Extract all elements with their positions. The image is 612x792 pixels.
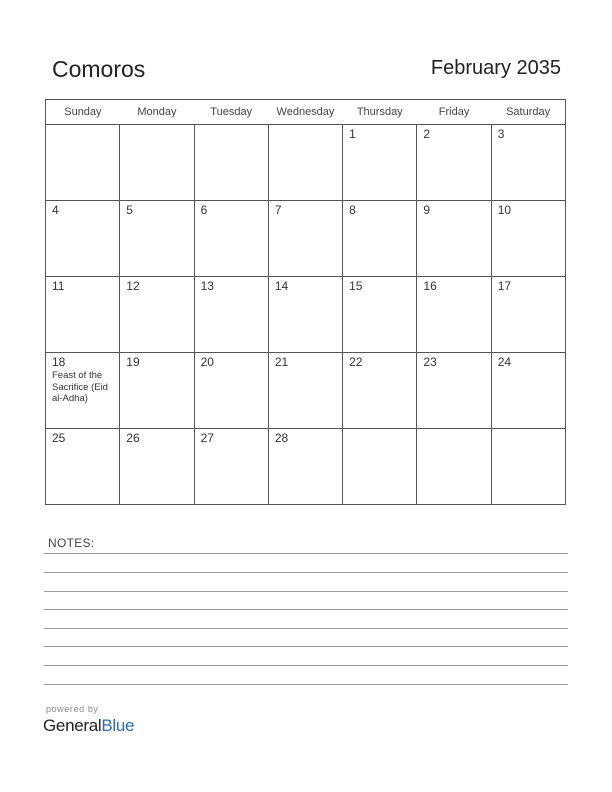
day-cell [120, 125, 194, 201]
day-cell [343, 277, 417, 353]
day-cell [491, 353, 565, 429]
note-line [44, 591, 568, 592]
day-cell [268, 429, 342, 505]
note-line [44, 684, 568, 685]
day-number: 18 [52, 355, 66, 369]
day-number: 26 [126, 431, 140, 445]
day-number: 12 [126, 279, 140, 293]
day-cell [417, 429, 491, 505]
holiday-event: Feast of the Sacrifice (Eid al-Adha) [52, 370, 108, 404]
day-number: 11 [52, 279, 65, 293]
day-cell [46, 277, 120, 353]
weekday-saturday: Saturday [491, 100, 565, 125]
weekday-tuesday: Tuesday [194, 100, 268, 125]
country-title: Comoros [52, 56, 146, 82]
note-line [44, 553, 568, 554]
day-cell [194, 277, 268, 353]
brand-blue: Blue [101, 716, 135, 735]
day-cell [194, 429, 268, 505]
day-number: 24 [497, 355, 512, 369]
day-cell [417, 125, 491, 201]
day-cell [194, 201, 268, 277]
day-number: 7 [274, 203, 282, 217]
note-line [44, 572, 568, 573]
note-line [44, 665, 568, 666]
day-cell [343, 201, 417, 277]
weekday-monday: Monday [120, 100, 194, 125]
notes-label: NOTES: [48, 536, 95, 550]
month-year-title: February 2035 [430, 57, 561, 79]
day-cell [268, 125, 342, 201]
day-cell [417, 353, 491, 429]
day-cell [491, 429, 565, 505]
day-number: 3 [497, 127, 505, 141]
note-line [44, 646, 568, 647]
powered-by-text: powered by [46, 704, 99, 714]
day-number: 25 [52, 431, 66, 445]
day-cell [491, 125, 565, 201]
day-number: 1 [349, 127, 356, 141]
day-cell [343, 353, 417, 429]
weekday-header-row [46, 100, 566, 125]
day-cell [120, 353, 194, 429]
week-row [46, 277, 566, 353]
day-number: 2 [423, 127, 431, 141]
day-number: 4 [52, 203, 59, 217]
brand-general: General [43, 716, 102, 735]
day-number: 15 [349, 279, 363, 293]
day-number: 8 [349, 203, 356, 217]
day-number: 6 [200, 203, 208, 217]
day-cell [343, 429, 417, 505]
generalblue-logo[interactable] [43, 716, 134, 736]
day-number: 28 [274, 431, 289, 445]
day-cell [120, 201, 194, 277]
note-line [44, 628, 568, 629]
day-number: 5 [126, 203, 133, 217]
day-number: 16 [423, 279, 437, 293]
day-cell [417, 277, 491, 353]
day-cell [268, 201, 342, 277]
day-cell [268, 277, 342, 353]
day-cell [46, 429, 120, 505]
weekday-sunday: Sunday [46, 100, 120, 125]
day-number: 23 [423, 355, 437, 369]
day-number: 20 [200, 355, 214, 369]
weekday-friday: Friday [417, 100, 491, 125]
day-cell [194, 353, 268, 429]
day-number: 17 [497, 279, 512, 293]
day-cell [46, 125, 120, 201]
day-number: 19 [126, 355, 140, 369]
day-number: 22 [349, 355, 363, 369]
day-number: 13 [200, 279, 214, 293]
day-number: 21 [274, 355, 289, 369]
day-number: 14 [274, 279, 289, 293]
week-row [46, 125, 566, 201]
day-cell [46, 201, 120, 277]
week-row [46, 201, 566, 277]
day-number: 10 [497, 203, 512, 217]
note-line [44, 609, 568, 610]
day-number: 9 [423, 203, 431, 217]
day-cell [491, 201, 565, 277]
day-cell [120, 429, 194, 505]
weekday-thursday: Thursday [343, 100, 417, 125]
day-cell [194, 125, 268, 201]
day-cell [46, 353, 120, 429]
week-row [46, 353, 566, 429]
day-cell [268, 353, 342, 429]
day-cell [417, 201, 491, 277]
day-number: 27 [200, 431, 214, 445]
calendar-grid [45, 99, 566, 505]
day-cell [120, 277, 194, 353]
week-row [46, 429, 566, 505]
day-cell [491, 277, 565, 353]
weekday-wednesday: Wednesday [268, 100, 342, 125]
day-cell [343, 125, 417, 201]
